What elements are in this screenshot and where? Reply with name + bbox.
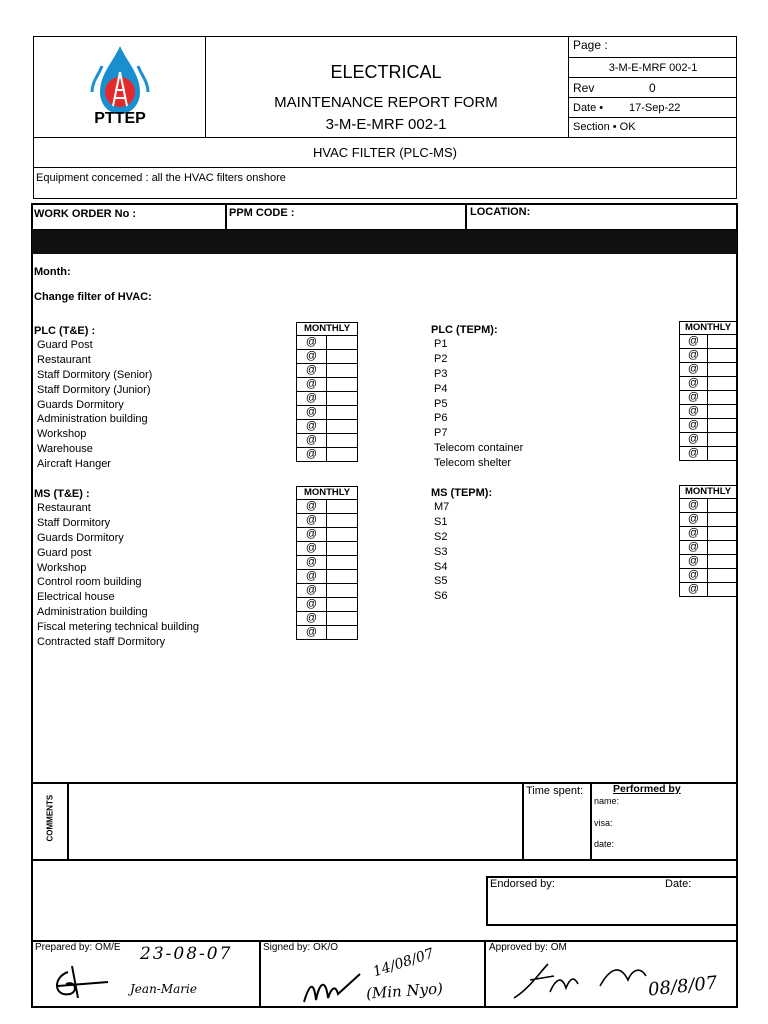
date-value: 17-Sep-22: [629, 102, 681, 114]
month-label: Month:: [34, 266, 71, 278]
blank-cell[interactable]: [327, 378, 358, 392]
list-item: Guards Dormitory: [37, 399, 124, 411]
monthly-header: MONTHLY: [680, 486, 737, 499]
ms-tepm-title: MS (TEPM):: [431, 487, 493, 499]
prepared-by-label: Prepared by: OM/E: [35, 942, 121, 953]
endorsed-date-label: Date:: [665, 878, 692, 890]
blank-cell[interactable]: [708, 527, 737, 541]
endorsed-by-label: Endorsed by:: [490, 878, 555, 890]
blank-cell[interactable]: [708, 513, 737, 527]
check-cell[interactable]: @: [297, 598, 327, 612]
comments-field[interactable]: [70, 785, 520, 857]
check-cell[interactable]: @: [297, 392, 327, 406]
check-cell[interactable]: @: [680, 377, 708, 391]
blank-cell[interactable]: [327, 542, 358, 556]
check-cell[interactable]: @: [680, 499, 708, 513]
sig-div-2: [484, 941, 486, 1007]
list-item: Fiscal metering technical building: [37, 621, 200, 633]
blank-cell[interactable]: [327, 350, 358, 364]
blank-cell[interactable]: [327, 364, 358, 378]
list-item: Administration building: [37, 606, 148, 618]
plc-tepm-monthly-grid: [679, 321, 737, 461]
comments-side-line: [67, 783, 69, 860]
list-item: Electrical house: [37, 591, 115, 603]
check-cell[interactable]: @: [680, 391, 708, 405]
check-cell[interactable]: @: [297, 378, 327, 392]
list-item: P6: [434, 412, 448, 424]
list-item: S4: [434, 561, 448, 573]
performed-by-label: Performed by: [613, 783, 681, 795]
blank-cell[interactable]: [708, 349, 737, 363]
blank-cell[interactable]: [327, 528, 358, 542]
rev-row: [569, 78, 737, 98]
prepared-signature: [48, 962, 128, 1002]
list-item: Staff Dormitory (Junior): [37, 384, 151, 396]
monthly-header: MONTHLY: [680, 322, 737, 335]
blank-cell[interactable]: [327, 420, 358, 434]
list-item: P2: [434, 353, 448, 365]
signed-date-handwritten: 14/08/07: [371, 945, 436, 981]
change-filter-label: Change filter of HVAC:: [34, 291, 152, 303]
check-cell[interactable]: @: [297, 514, 327, 528]
list-item: Aircraft Hanger: [37, 458, 111, 470]
signed-by-label: Signed by: OK/O: [263, 942, 339, 953]
form-code: 3-M-E-MRF 002-1: [325, 116, 447, 133]
check-cell[interactable]: @: [680, 583, 708, 597]
page-label: Page :: [569, 38, 737, 58]
sig-div-1: [259, 941, 261, 1007]
check-cell[interactable]: @: [680, 569, 708, 583]
check-cell[interactable]: @: [297, 420, 327, 434]
header-line-1: [33, 137, 737, 138]
date-row: [569, 98, 737, 118]
check-cell[interactable]: @: [297, 626, 327, 640]
blank-cell[interactable]: [327, 434, 358, 448]
blank-cell[interactable]: [708, 541, 737, 555]
check-cell[interactable]: @: [680, 349, 708, 363]
check-cell[interactable]: @: [297, 584, 327, 598]
blank-cell[interactable]: [708, 569, 737, 583]
check-cell[interactable]: @: [680, 419, 708, 433]
approved-date-handwritten: 08/8/07: [647, 972, 719, 1001]
blank-cell[interactable]: [708, 583, 737, 597]
blank-cell[interactable]: [327, 448, 358, 462]
list-item: S5: [434, 575, 448, 587]
date-label: Date •: [573, 102, 604, 114]
section-label: Section • OK: [573, 121, 636, 133]
check-cell[interactable]: @: [297, 434, 327, 448]
check-cell[interactable]: @: [297, 528, 327, 542]
check-cell[interactable]: @: [297, 500, 327, 514]
blank-cell[interactable]: [327, 392, 358, 406]
performed-visa-label: visa:: [594, 818, 613, 828]
blank-cell[interactable]: [327, 556, 358, 570]
blank-cell[interactable]: [708, 363, 737, 377]
check-cell[interactable]: @: [297, 406, 327, 420]
blank-cell[interactable]: [327, 500, 358, 514]
list-item: P3: [434, 368, 448, 380]
check-cell[interactable]: @: [297, 556, 327, 570]
list-item: M7: [434, 501, 450, 513]
rev-label: Rev: [573, 81, 595, 95]
black-banner: [32, 230, 737, 254]
check-cell[interactable]: @: [297, 336, 327, 350]
list-item: S1: [434, 516, 448, 528]
ppm-code-label: PPM CODE :: [229, 207, 295, 219]
form-department-title: ELECTRICAL: [330, 62, 442, 82]
blank-cell[interactable]: [327, 336, 358, 350]
list-item: Administration building: [37, 413, 148, 425]
ms-tepm-monthly-grid: [679, 485, 737, 597]
blank-cell[interactable]: [327, 584, 358, 598]
list-item: Staff Dormitory (Senior): [37, 369, 153, 381]
monthly-header: MONTHLY: [297, 487, 358, 500]
blank-cell[interactable]: [327, 514, 358, 528]
prepared-date-handwritten: 23-08-07: [140, 944, 233, 964]
list-item: Guard post: [37, 547, 92, 559]
list-item: S2: [434, 531, 448, 543]
blank-cell[interactable]: [708, 447, 737, 461]
check-cell[interactable]: @: [297, 350, 327, 364]
blank-cell[interactable]: [708, 405, 737, 419]
plc-tepm-title: PLC (TEPM):: [431, 324, 498, 336]
check-cell[interactable]: @: [680, 363, 708, 377]
plc-te-title: PLC (T&E) :: [34, 325, 96, 337]
list-item: P7: [434, 427, 448, 439]
blank-cell[interactable]: [708, 419, 737, 433]
work-order-div-1: [225, 203, 227, 230]
header-line-2: [33, 167, 737, 168]
list-item: Restaurant: [37, 354, 91, 366]
check-cell[interactable]: @: [680, 527, 708, 541]
page-code: 3-M-E-MRF 002-1: [569, 58, 737, 78]
signatures-top-line: [32, 940, 737, 942]
list-item: Staff Dormitory: [37, 517, 111, 529]
approved-by-label: Approved by: OM: [489, 942, 567, 953]
blank-cell[interactable]: [708, 377, 737, 391]
work-order-div-2: [465, 203, 467, 230]
signed-signature: [300, 972, 370, 1006]
list-item: P5: [434, 398, 448, 410]
ms-te-monthly-grid: [296, 486, 358, 640]
check-cell[interactable]: @: [297, 542, 327, 556]
location-label: LOCATION:: [470, 206, 531, 218]
list-item: Workshop: [37, 562, 87, 574]
list-item: Guard Post: [37, 339, 93, 351]
work-order-label: WORK ORDER No :: [34, 208, 137, 220]
plc-te-monthly-grid: [296, 322, 358, 462]
check-cell[interactable]: @: [297, 364, 327, 378]
list-item: Workshop: [37, 428, 87, 440]
time-spent-label: Time spent:: [526, 785, 584, 797]
list-item: Control room building: [37, 576, 142, 588]
logo-text: PTTEP: [94, 110, 146, 127]
blank-cell[interactable]: [327, 598, 358, 612]
ms-te-title: MS (T&E) :: [34, 488, 90, 500]
list-item: S3: [434, 546, 448, 558]
blank-cell[interactable]: [327, 626, 358, 640]
signed-name-handwritten: (Min Nyo): [365, 979, 444, 1003]
equipment-concerned: Equipment concemed : all the HVAC filters onshore: [36, 172, 286, 184]
list-item: Telecom container: [434, 442, 524, 454]
blank-cell[interactable]: [708, 499, 737, 513]
check-cell[interactable]: @: [680, 335, 708, 349]
performed-name-label: name:: [594, 796, 620, 806]
list-item: Contracted staff Dormitory: [37, 636, 166, 648]
prepared-name-handwritten: Jean-Marie: [130, 982, 197, 996]
blank-cell[interactable]: [708, 391, 737, 405]
check-cell[interactable]: @: [680, 555, 708, 569]
list-item: Restaurant: [37, 502, 91, 514]
check-cell[interactable]: @: [297, 448, 327, 462]
check-cell[interactable]: @: [680, 433, 708, 447]
form-title: HVAC FILTER (PLC-MS): [313, 145, 457, 160]
time-spent-line: [522, 783, 524, 860]
comments-bottom-line: [32, 859, 737, 861]
list-item: S6: [434, 590, 448, 602]
blank-cell[interactable]: [708, 433, 737, 447]
list-item: P1: [434, 338, 448, 350]
comments-label: COMMENTS: [45, 794, 55, 842]
list-item: Warehouse: [37, 443, 93, 455]
list-item: P4: [434, 383, 448, 395]
rev-value: 0: [649, 81, 656, 95]
blank-cell[interactable]: [327, 406, 358, 420]
check-cell[interactable]: @: [297, 612, 327, 626]
blank-cell[interactable]: [708, 335, 737, 349]
blank-cell[interactable]: [708, 555, 737, 569]
check-cell[interactable]: @: [680, 513, 708, 527]
performed-date-label: date:: [594, 839, 615, 849]
check-cell[interactable]: @: [297, 570, 327, 584]
list-item: Guards Dormitory: [37, 532, 124, 544]
check-cell[interactable]: @: [680, 447, 708, 461]
form-subtitle: MAINTENANCE REPORT FORM: [274, 94, 498, 111]
blank-cell[interactable]: [327, 612, 358, 626]
blank-cell[interactable]: [327, 570, 358, 584]
list-item: Telecom shelter: [434, 457, 512, 469]
monthly-header: MONTHLY: [297, 323, 358, 336]
check-cell[interactable]: @: [680, 405, 708, 419]
check-cell[interactable]: @: [680, 541, 708, 555]
performed-line: [590, 783, 592, 860]
